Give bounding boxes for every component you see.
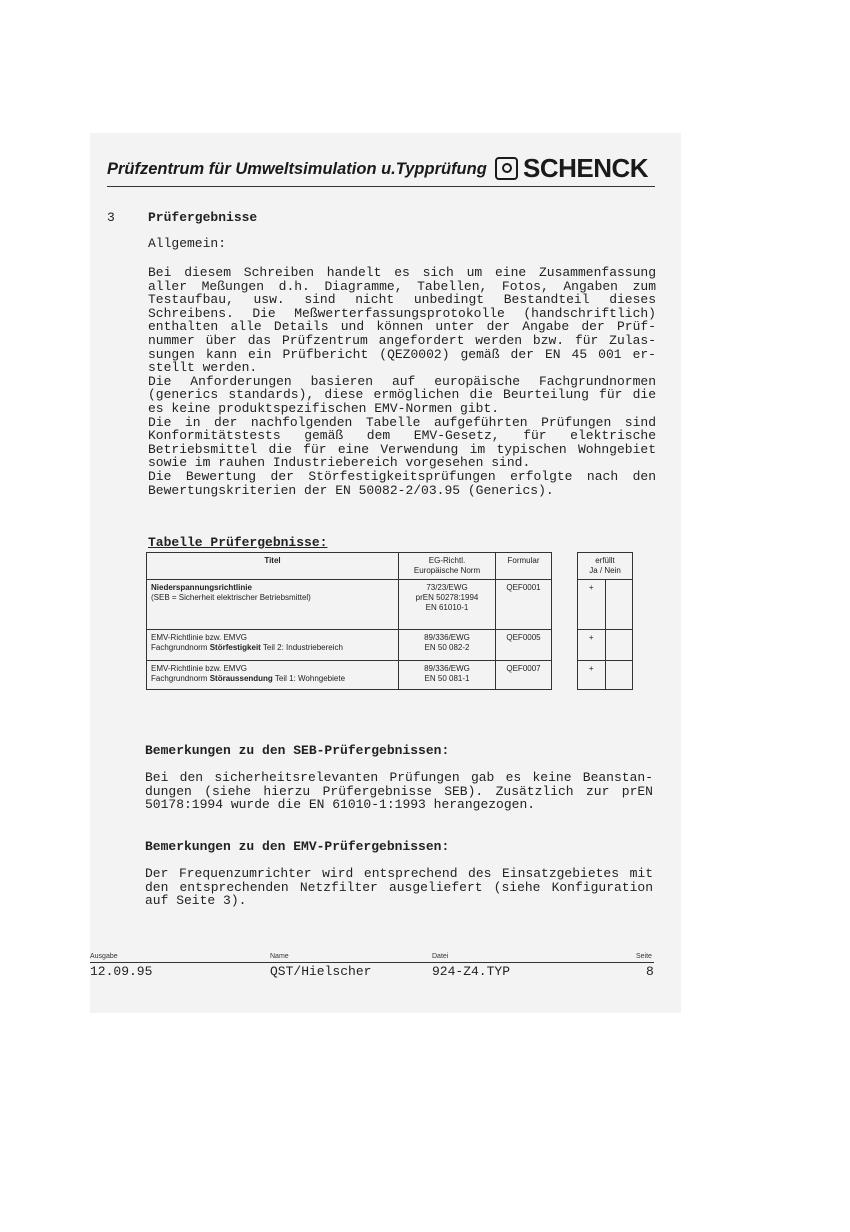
emv-remarks-text: Der Frequenzumrichter wird entsprechend des Einsatzgebietes mit den entsprechenden Netzfilter ausgeliefert (siehe Konfiguration auf Seite 3). <box>145 866 653 909</box>
nein-cell <box>605 661 633 690</box>
paragraph-line: es keine produktspezifischen EMV-Normen gibt. <box>148 400 500 416</box>
emv-remarks-title: Bemerkungen zu den EMV-Prüfergebnissen: <box>145 839 450 854</box>
footer-ausgabe: 12.09.95 <box>90 964 153 979</box>
nein-cell <box>605 630 633 661</box>
paragraph-line: Testaufbau, usw. sind nicht unbedingt Bestandteil dieses <box>148 292 656 308</box>
general-paragraph <box>148 266 656 497</box>
footer-label-datei: Datei <box>432 953 449 960</box>
table-row <box>147 661 552 690</box>
footer-name: QST/Hielscher <box>270 964 372 979</box>
paragraph-line: sungen kann ein Prüfbericht (QEZ0002) gemäß der EN 45 001 er- <box>148 346 656 362</box>
row-formular: QEF0001 <box>496 580 552 630</box>
fulfilled-row <box>578 630 633 661</box>
header-titel: Titel <box>147 553 399 580</box>
schenck-logo-icon <box>495 157 518 180</box>
ja-cell: + <box>578 580 606 630</box>
row-formular: QEF0005 <box>496 630 552 661</box>
paragraph-line: Die Bewertung der Störfestigkeitsprüfungen erfolgte nach den <box>148 468 656 484</box>
table-row <box>147 580 552 630</box>
results-table <box>146 552 552 690</box>
paragraph-line: Betriebsmittel die für eine Verwendung im typischen Wohngebiet <box>148 441 656 457</box>
header-title: Prüfzentrum für Umweltsimulation u.Typprüfung <box>107 160 487 178</box>
fulfilled-header-row <box>578 553 633 580</box>
paragraph-line: sowie im rauhen Industriebereich vorgesehen sind. <box>148 455 531 471</box>
ja-cell: + <box>578 661 606 690</box>
footer-divider <box>90 962 654 963</box>
row-formular: QEF0007 <box>496 661 552 690</box>
paragraph-line: Bei diesem Schreiben handelt es sich um eine Zusammenfassung <box>148 265 656 280</box>
footer-label-ausgabe: Ausgabe <box>90 953 118 960</box>
paragraph-line: (generics standards), diese ermöglichen die Beurteilung für die <box>148 387 656 403</box>
header-formular: Formular <box>496 553 552 580</box>
paragraph-line: nummer über das Prüfzentrum angefordert werden bzw. für Zulas- <box>148 332 656 348</box>
table-title: Tabelle Prüfergebnisse: <box>148 535 328 550</box>
row-norm: 89/336/EWG EN 50 081-1 <box>399 661 496 690</box>
section-title: Prüfergebnisse <box>148 210 258 225</box>
section-subtitle: Allgemein: <box>148 236 227 251</box>
schenck-logo <box>495 155 648 181</box>
section-number: 3 <box>107 210 115 225</box>
document-page <box>90 133 681 1013</box>
row-titel: Niederspannungsrichtlinie (SEB = Sicherheit elektrischer Betriebsmittel) <box>147 580 399 630</box>
paragraph-line: Die Anforderungen basieren auf europäische Fachgrundnormen <box>148 373 656 389</box>
row-titel: EMV-Richtlinie bzw. EMVG Fachgrundnorm Störfestigkeit Teil 2: Industriebereich <box>147 630 399 661</box>
paragraph-line: aller Meßungen d.h. Diagramme, Tabellen, Fotos, Angaben zum <box>148 278 656 294</box>
header-erfuellt: erfüllt Ja / Nein <box>578 553 633 580</box>
fulfilled-row <box>578 580 633 630</box>
fulfilled-table <box>577 552 633 690</box>
row-titel: EMV-Richtlinie bzw. EMVG Fachgrundnorm Störaussendung Teil 1: Wohngebiete <box>147 661 399 690</box>
ja-cell: + <box>578 630 606 661</box>
row-norm: 89/336/EWG EN 50 082-2 <box>399 630 496 661</box>
row-norm: 73/23/EWG prEN 50278:1994 EN 61010-1 <box>399 580 496 630</box>
header-norm: EG-Richtl. Europäische Norm <box>399 553 496 580</box>
seb-remarks-text: Bei den sicherheitsrelevanten Prüfungen gab es keine Beanstan- dungen (siehe hierzu Prüfergebnisse SEB). Zusätzlich zur prEN 50178:1994 wurde die EN 61010-1:1993 herangezogen. <box>145 770 653 813</box>
header-divider <box>107 186 655 187</box>
footer-datei: 924-Z4.TYP <box>432 964 511 979</box>
paragraph-line: Schreibens. Die Meßwerterfassungsprotokolle (handschriftlich) <box>148 305 656 321</box>
fulfilled-row <box>578 661 633 690</box>
footer-label-name: Name <box>270 953 289 960</box>
table-row <box>147 630 552 661</box>
footer-label-seite: Seite <box>636 953 652 960</box>
paragraph-line: Die in der nachfolgenden Tabelle aufgeführten Prüfungen sind <box>148 414 656 430</box>
footer-seite: 8 <box>646 964 654 979</box>
logo-text: SCHENCK <box>523 153 649 183</box>
seb-remarks-title: Bemerkungen zu den SEB-Prüfergebnissen: <box>145 743 450 758</box>
nein-cell <box>605 580 633 630</box>
paragraph-line: stellt werden. <box>148 360 258 376</box>
paragraph-line: enthalten alle Details und können unter der Angabe der Prüf- <box>148 319 656 335</box>
paragraph-line: Bewertungskriterien der EN 50082-2/03.95 (Generics). <box>148 482 554 498</box>
paragraph-line: Konformitätstests gemäß dem EMV-Gesetz, für elektrische <box>148 428 656 444</box>
table-header-row <box>147 553 552 580</box>
